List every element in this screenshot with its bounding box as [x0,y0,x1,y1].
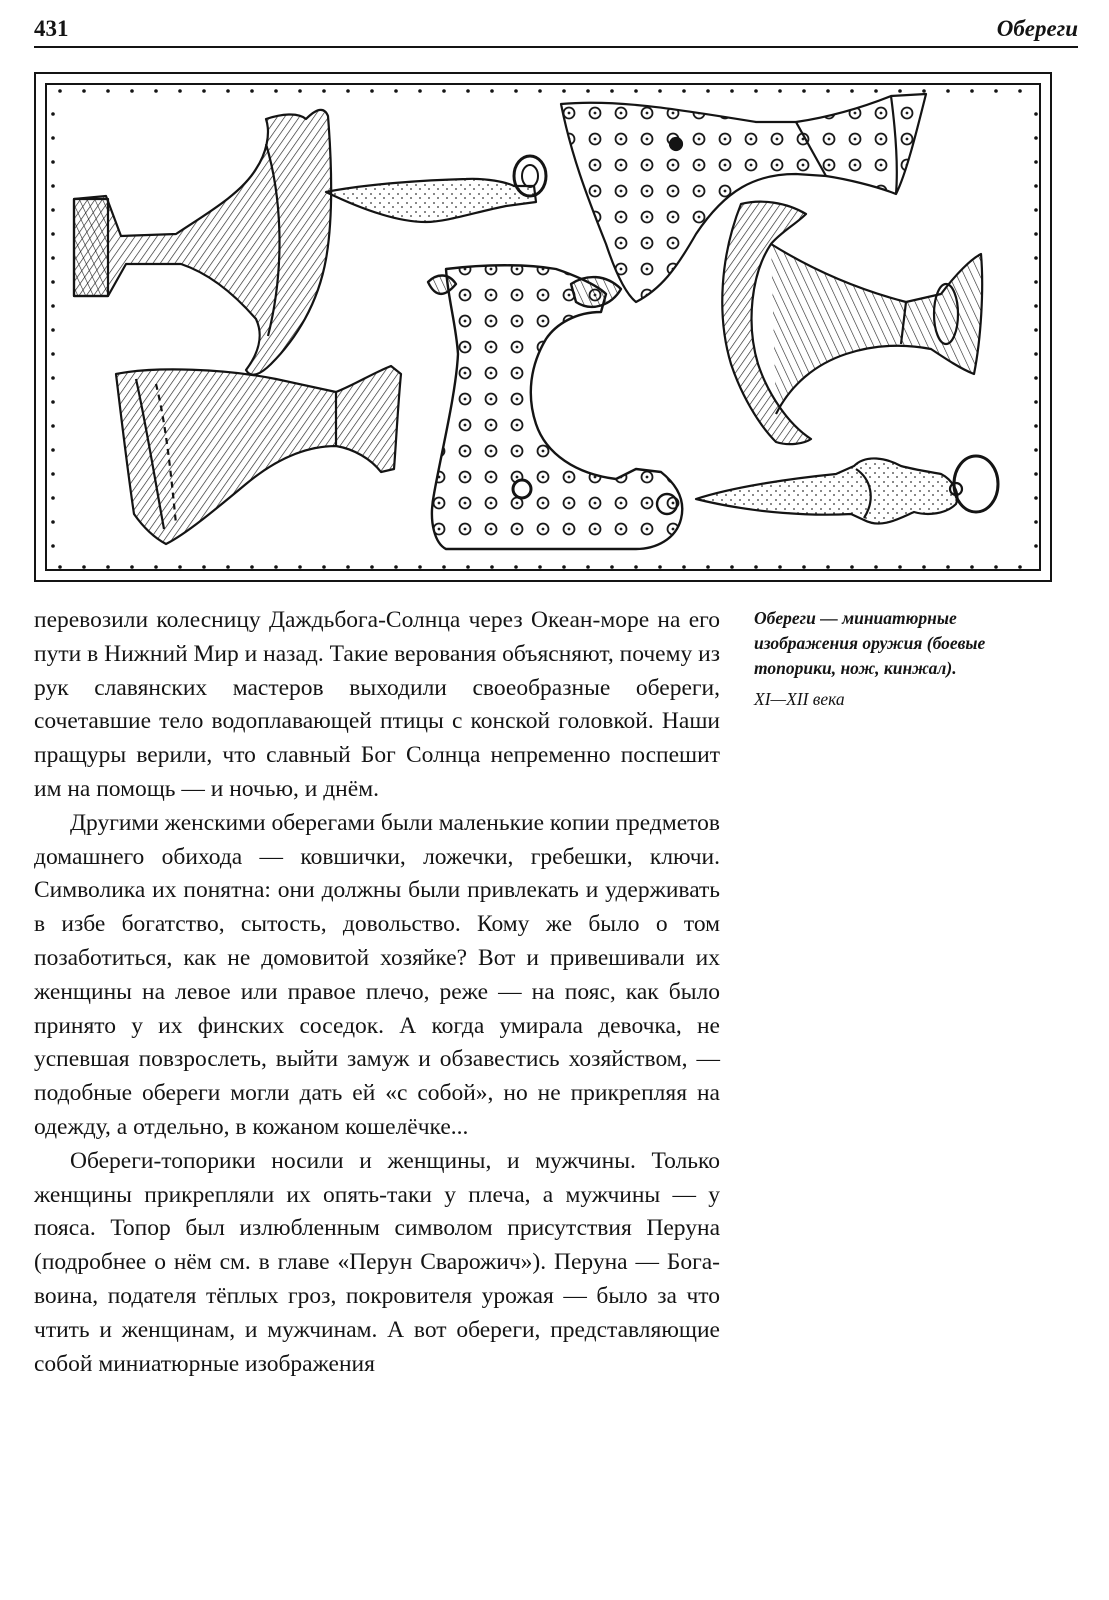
paragraph-3: Обереги-топорики носили и женщины, и мужчины. Только женщины прикрепляли их опять-таки у плеча, а мужчины — у пояса. Топор был излюбленным символом присутствия Перуна (подробнее о нём см. в главе «Перун Сварожич»). Перуна — Бога-воина, подателя тёплых гроз, покровителя урожая — было за что чтить и женщинам, и мужчинам. А вот обереги, представляющие собой миниатюрные изображения [34,1147,720,1377]
axe-amulet-4 [428,265,682,549]
illustration-drawing [36,74,1054,584]
axe-amulet-1 [74,110,331,375]
page-number: 431 [34,16,69,41]
axe-amulet-5 [722,202,982,444]
page-header [34,14,1078,48]
caption-date: XI—XII века [754,689,845,709]
paragraph-1: перевозили колесницу Даждьбога-Солнца через Океан-море на его пути в Нижний Мир и назад. Такие верования объясняют, почему из рук славянских мастеров выходили своеобразные обереги, сочетавшие тело водоплавающей птицы с конской головкой. Наши пращуры верили, что славный Бог Солнца непременно поспешит им на помощь — и ночью, и днём. [34,607,720,802]
axe-amulet-3 [116,366,401,544]
header-rule [34,46,1078,48]
figure-caption [754,606,1054,712]
knife-amulet [326,156,546,222]
running-title: Обереги [996,16,1078,41]
caption-text: Обереги — миниатюрные изображения оружия (боевые топорики, нож, кинжал). [754,608,986,678]
dagger-amulet [696,456,998,524]
amulets-illustration [34,72,1052,582]
main-text [34,604,720,1381]
paragraph-2: Другими женскими оберегами были маленькие копии предметов домашнего обихода — ковшички, ложечки, гребешки, ключи. Символика их понятна: они должны были привлекать и удерживать в избе богатство, сытость, довольство. Кому же было о том позаботиться, как не домовитой хозяйке? Вот и привешивали их женщины на левое или правое плечо, реже — на пояс, как было принято у их финских соседок. А когда умирала девочка, не успевшая повзрослеть, выйти замуж и обзавестись хозяйством, — подобные обереги могли дать ей «с собой», но не прикрепляя на одежду, а отдельно, в кожаном кошелёчке... [34,809,720,1140]
